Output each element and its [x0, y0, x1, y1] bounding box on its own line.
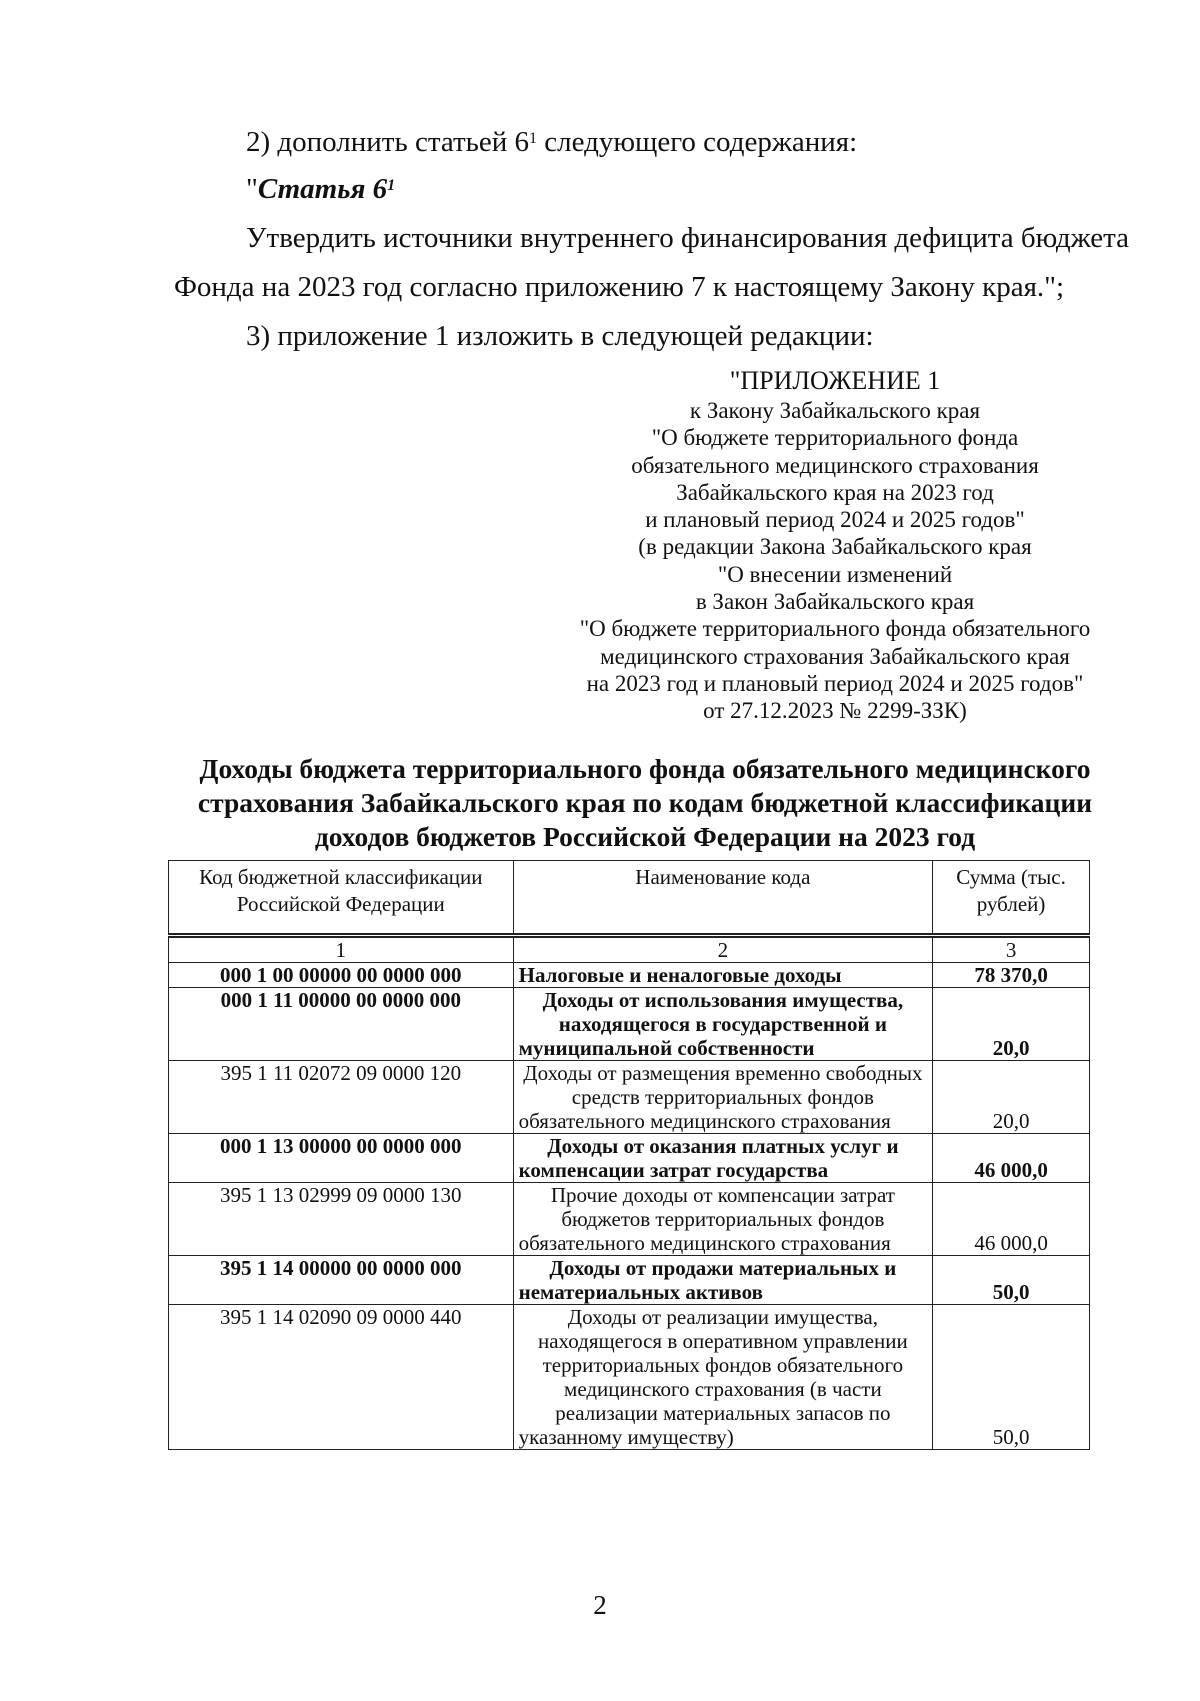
- row-code: 000 1 11 00000 00 0000 000: [169, 988, 514, 1061]
- table-row: [169, 1134, 1090, 1183]
- row-sum: 50,0: [933, 1305, 1090, 1450]
- appendix-line: обязательного медицинского страхования: [631, 452, 1039, 478]
- table-row: [169, 1256, 1090, 1305]
- header-code: Код бюджетной классификации Российской Федерации: [169, 861, 514, 936]
- row-code: 395 1 14 02090 09 0000 440: [169, 1305, 514, 1450]
- row-name: Налоговые и неналоговые доходы: [513, 963, 933, 988]
- page-number: 2: [593, 1590, 607, 1620]
- paragraph-amendment-3: 3) приложение 1 изложить в следующей редакции:: [246, 320, 874, 352]
- column-number-row: [169, 936, 1090, 963]
- row-code: 395 1 13 02999 09 0000 130: [169, 1183, 514, 1256]
- superscript: 1: [387, 177, 396, 194]
- title-line: доходов бюджетов Российской Федерации на 2023 год: [314, 821, 976, 852]
- row-code: 395 1 14 00000 00 0000 000: [169, 1256, 514, 1305]
- header-sum: Сумма (тыс. рублей): [933, 861, 1090, 936]
- appendix-line: от 27.12.2023 № 2299-ЗЗК): [703, 698, 967, 724]
- article-title: Статья 6: [257, 173, 388, 205]
- row-name: Доходы от оказания платных услуг и компенсации затрат государства: [513, 1134, 933, 1183]
- appendix-header: [540, 365, 1130, 725]
- paragraph-article-body-line1: Утвердить источники внутреннего финансирования дефицита бюджета: [246, 222, 1130, 254]
- row-code: 000 1 00 00000 00 0000 000: [169, 963, 514, 988]
- appendix-line: и плановый период 2024 и 2025 годов": [645, 507, 1025, 533]
- paragraph-amendment-2: [246, 124, 857, 160]
- income-table: [168, 860, 1090, 1450]
- quote-mark: ": [246, 173, 258, 205]
- row-name: Прочие доходы от компенсации затрат бюджетов территориальных фондов обязательного медицинского страхования: [513, 1183, 933, 1256]
- appendix-line: Забайкальского края на 2023 год: [676, 479, 994, 505]
- table-row: [169, 963, 1090, 988]
- article-heading: [246, 171, 395, 207]
- table-title: [160, 752, 1130, 854]
- appendix-line: медицинского страхования Забайкальского края: [600, 643, 1070, 669]
- paragraph-article-body-line2: Фонда на 2023 год согласно приложению 7 к настоящему Закону края.";: [174, 271, 1065, 303]
- row-sum: 20,0: [933, 1061, 1090, 1134]
- row-code: 000 1 13 00000 00 0000 000: [169, 1134, 514, 1183]
- row-name: Доходы от использования имущества, находящегося в государственной и муниципальной собственности: [513, 988, 933, 1061]
- column-number: 2: [513, 936, 933, 963]
- appendix-line: к Закону Забайкальского края: [689, 398, 981, 423]
- appendix-line: на 2023 год и плановый период 2024 и 2025 годов": [586, 670, 1084, 696]
- row-sum: 50,0: [933, 1256, 1090, 1305]
- row-sum: 46 000,0: [933, 1134, 1090, 1183]
- appendix-line: "ПРИЛОЖЕНИЕ 1: [729, 366, 941, 395]
- row-name: Доходы от размещения временно свободных средств территориальных фондов обязательного медицинского страхования: [513, 1061, 933, 1134]
- appendix-line: "О внесении изменений: [717, 561, 953, 587]
- row-sum: 78 370,0: [933, 963, 1090, 988]
- title-line: Доходы бюджета территориального фонда обязательного медицинского: [199, 753, 1091, 784]
- column-number: 1: [169, 936, 514, 963]
- row-name: Доходы от продажи материальных и нематериальных активов: [513, 1256, 933, 1305]
- appendix-line: "О бюджете территориального фонда обязательного: [579, 616, 1091, 642]
- row-sum: 20,0: [933, 988, 1090, 1061]
- paragraph-text: следующего содержания:: [537, 126, 858, 158]
- appendix-line: (в редакции Закона Забайкальского края: [638, 534, 1032, 560]
- table-header-row: [169, 861, 1090, 936]
- title-line: страхования Забайкальского края по кодам бюджетной классификации: [197, 787, 1093, 818]
- header-name: Наименование кода: [513, 861, 933, 936]
- row-code: 395 1 11 02072 09 0000 120: [169, 1061, 514, 1134]
- paragraph-text: 2) дополнить статьей 6: [246, 126, 530, 158]
- row-name: Доходы от реализации имущества, находящегося в оперативном управлении территориальных фондов обязательного медицинского страхования (в части реализации материальных запасов по указанному имуществу): [513, 1305, 933, 1450]
- table-row: [169, 1183, 1090, 1256]
- table-row: [169, 1305, 1090, 1450]
- superscript: 1: [529, 130, 538, 147]
- column-number: 3: [933, 936, 1090, 963]
- table-row: [169, 988, 1090, 1061]
- row-sum: 46 000,0: [933, 1183, 1090, 1256]
- appendix-line: в Закон Забайкальского края: [695, 589, 975, 615]
- table-row: [169, 1061, 1090, 1134]
- appendix-line: "О бюджете территориального фонда: [651, 425, 1019, 451]
